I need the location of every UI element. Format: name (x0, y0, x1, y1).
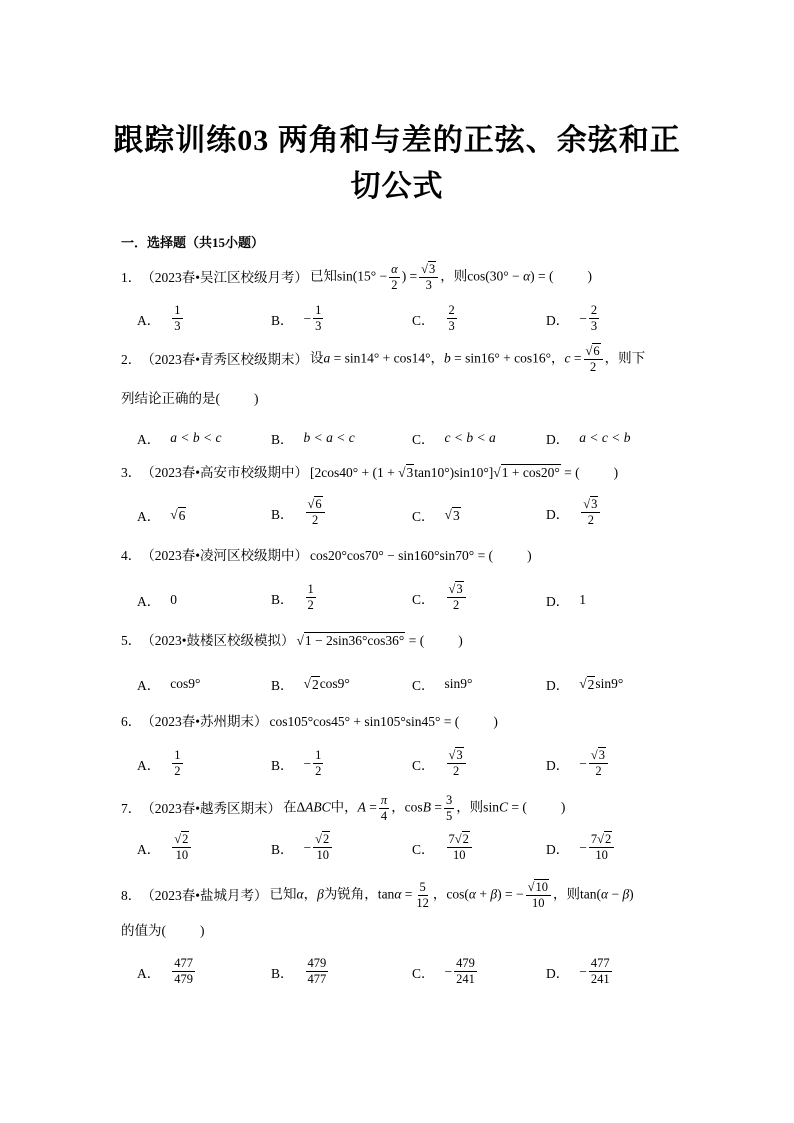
question-4 (121, 546, 532, 566)
question-number: 3． (121, 465, 142, 480)
option-b[interactable]: B． $\frac{√6}{2}$ (271, 497, 327, 528)
question-number: 7． (121, 800, 142, 816)
question-text: [2cos40° + (1 + √3tan10°)sin10°]√1 + cos20° = ( ) (309, 465, 619, 480)
question-number: 5． (121, 633, 142, 648)
question-source: （2023春•吴江区校级月考） (141, 269, 308, 285)
option-b[interactable]: B． − $\frac{√2}{10}$ (271, 832, 334, 863)
question-text: √1 − 2sin36°cos36° = ( ) (296, 633, 463, 648)
question-source: （2023春•高安市校级期中） (141, 465, 308, 480)
question-text: 设a = sin14° + cos14°，b = sin16° + cos16°，c = $\frac{√6}{2}$ ，则下 (309, 344, 646, 374)
option-b[interactable]: B． b < a < c (271, 430, 355, 447)
option-b[interactable]: B． √ 2 cos9° (271, 676, 350, 693)
question-3 (121, 463, 618, 483)
question-2 (121, 344, 645, 375)
option-d[interactable]: D． − $\frac{2}{3}$ (546, 303, 598, 333)
option-a[interactable]: A． $\frac{√2}{10}$ (137, 832, 193, 863)
option-c[interactable]: C． $\frac{2}{3}$ (412, 303, 455, 333)
option-d[interactable]: D． a < c < b (546, 430, 631, 447)
question-number: 1． (121, 269, 142, 285)
option-a[interactable]: A． a < b < c (137, 430, 222, 447)
question-source: （2023春•凌河区校级期中） (141, 548, 308, 563)
question-text: 在ΔABC中，A = $\frac{\pi}{4}$ ，cosB = $\frac{3}{5}$ ，则sinC = ( ) (282, 793, 566, 823)
section-heading: 一．选择题（共15小题） (121, 235, 265, 250)
option-a[interactable]: A． √ 6 (137, 507, 186, 524)
option-c[interactable]: C． $\frac{√3}{2}$ (412, 582, 468, 613)
question-source: （2023春•盐城月考） (141, 887, 268, 903)
question-5 (121, 631, 463, 651)
question-number: 8． (121, 887, 142, 903)
question-6 (121, 712, 498, 732)
question-number: 2． (121, 351, 142, 367)
question-text: cos105°cos45° + sin105°sin45° = ( ) (269, 714, 498, 729)
option-d[interactable]: D． − $\frac{477}{241}$ (546, 956, 610, 986)
question-1 (121, 262, 592, 293)
question-8 (121, 880, 634, 911)
option-c[interactable]: C． $\frac{√3}{2}$ (412, 748, 468, 779)
question-source: （2023春•苏州期末） (141, 714, 268, 729)
option-d[interactable]: D． $\frac{√3}{2}$ (546, 497, 602, 528)
option-b[interactable]: B． $\frac{479}{477}$ (271, 956, 327, 986)
question-source: （2023春•越秀区期末） (141, 800, 281, 816)
question-text: 已知α，β为锐角，tanα = $\frac{5}{12}$ ，cos(α + β) = − $\frac{√10}{10}$ ，则tan(α − β) (269, 880, 634, 910)
question-source: （2023•鼓楼区校级模拟） (141, 633, 295, 648)
document-title (100, 118, 694, 210)
title-line-1: 跟踪训练03 两角和与差的正弦、余弦和正 (113, 124, 681, 157)
question-number: 6． (121, 714, 142, 729)
question-7 (121, 793, 565, 824)
question-text: cos20°cos70° − sin160°sin70° = ( ) (309, 548, 532, 563)
title-line-2: 切公式 (350, 170, 444, 203)
option-b[interactable]: B． − $\frac{1}{3}$ (271, 303, 322, 333)
option-a[interactable]: A． 0 (137, 592, 177, 609)
question-8-continued: 的值为( ) (121, 923, 205, 938)
option-a[interactable]: A． $\frac{477}{479}$ (137, 956, 193, 986)
question-source: （2023春•青秀区校级期末） (141, 351, 308, 367)
option-b[interactable]: B． − $\frac{1}{2}$ (271, 748, 322, 778)
option-a[interactable]: A． $\frac{1}{3}$ (137, 303, 181, 333)
option-d[interactable]: D． − $\frac{√3}{2}$ (546, 748, 610, 779)
option-c[interactable]: C． √ 3 (412, 507, 460, 524)
option-a[interactable]: A． $\frac{1}{2}$ (137, 748, 181, 778)
option-d[interactable]: D． − $\frac{7√2}{10}$ (546, 832, 616, 863)
question-number: 4． (121, 548, 142, 563)
question-text: 已知sin(15° − $\frac{\alpha}{2}$ ) = $\frac{√3}{3}$ ，则cos(30° − α) = ( ) (309, 262, 593, 292)
option-d[interactable]: D． √ 2 sin9° (546, 676, 624, 693)
question-2-continued: 列结论正确的是( ) (121, 391, 259, 406)
option-c[interactable]: C． sin9° (412, 676, 473, 693)
option-a[interactable]: A． cos9° (137, 676, 201, 693)
option-d[interactable]: D． 1 (546, 592, 586, 609)
option-c[interactable]: C． $\frac{7√2}{10}$ (412, 832, 474, 863)
option-c[interactable]: C． c < b < a (412, 430, 496, 447)
option-c[interactable]: C． − $\frac{479}{241}$ (412, 956, 475, 986)
option-b[interactable]: B． $\frac{1}{2}$ (271, 582, 314, 612)
